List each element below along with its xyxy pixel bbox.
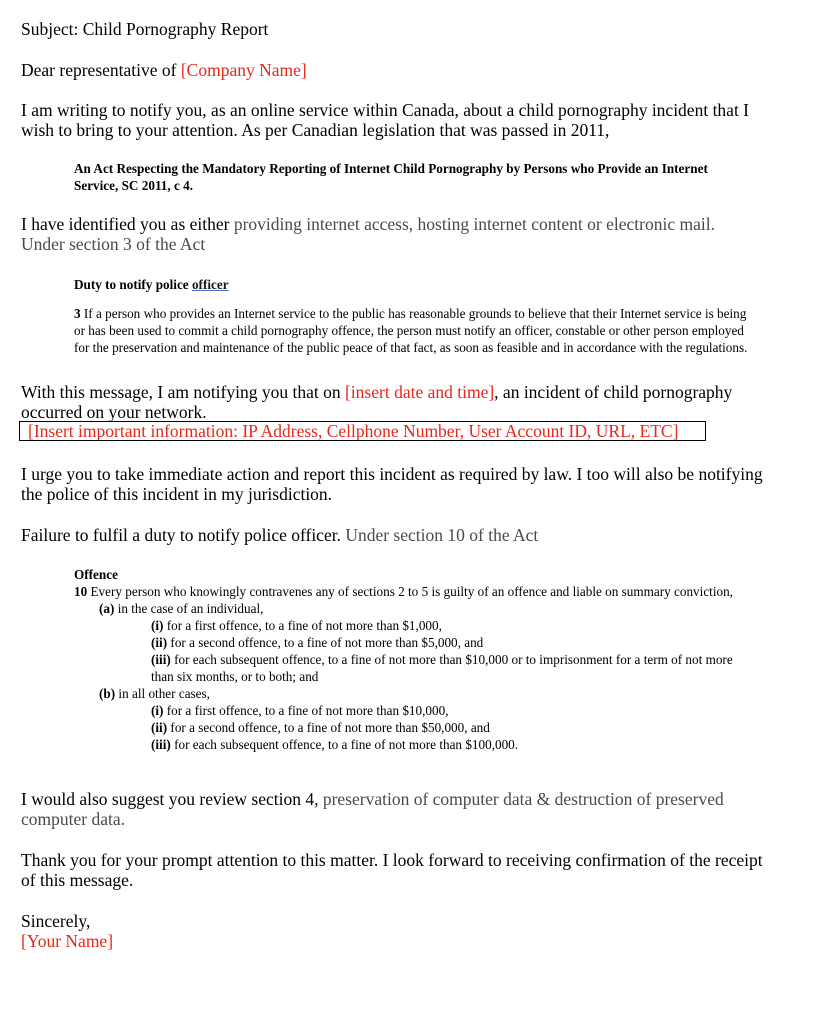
section-10-b-ii bbox=[74, 719, 754, 736]
item-text: for each subsequent offence, to a fine of not more than $10,000 or to imprisonment for a term of not more than six months, or to both; and bbox=[151, 652, 733, 684]
intro-paragraph bbox=[21, 100, 781, 140]
section-10-a-text: in the case of an individual, bbox=[114, 601, 264, 616]
section-10-a-label: (a) bbox=[99, 601, 115, 616]
section-3-text bbox=[74, 305, 760, 356]
act-title-text: An Act Respecting the Mandatory Reporting of Internet Child Pornography by Persons who Provide an Internet Service, SC 2011, c 4. bbox=[74, 161, 708, 193]
item-label: (i) bbox=[151, 618, 164, 633]
identified-paragraph bbox=[21, 214, 781, 254]
thanks-text: Thank you for your prompt attention to this matter. I look forward to receiving confirmation of the receipt of this message. bbox=[21, 850, 763, 890]
item-label: (ii) bbox=[151, 720, 168, 735]
section-10-body: Every person who knowingly contravenes any of sections 2 to 5 is guilty of an offence and liable on summary conviction, bbox=[87, 584, 733, 599]
item-text: for a first offence, to a fine of not more than $1,000, bbox=[163, 618, 442, 633]
signature bbox=[21, 931, 781, 951]
intro-text: I am writing to notify you, as an online service within Canada, about a child pornography incident that I wish to bring to your attention. As per Canadian legislation that was passed in 2011, bbox=[21, 100, 750, 140]
act-title bbox=[74, 160, 744, 194]
greeting-prefix: Dear representative of bbox=[21, 60, 181, 80]
section-10-a-ii bbox=[74, 634, 754, 651]
section-3-number: 3 bbox=[74, 306, 81, 321]
notify-paragraph bbox=[21, 382, 781, 422]
section-10-heading: Offence bbox=[74, 567, 118, 582]
section-10-b-label: (b) bbox=[99, 686, 116, 701]
section-10-intro bbox=[74, 583, 754, 600]
item-label: (iii) bbox=[151, 737, 171, 752]
item-label: (iii) bbox=[151, 652, 171, 667]
important-info-box bbox=[19, 421, 706, 441]
subject-line bbox=[21, 19, 781, 39]
date-time-placeholder: [insert date and time] bbox=[344, 382, 495, 402]
section-10-a bbox=[74, 600, 754, 617]
notify-prefix: With this message, I am notifying you that on bbox=[21, 382, 345, 402]
notify-suffix: , an incident of child pornography occurred on your network. bbox=[21, 382, 733, 422]
closing bbox=[21, 911, 781, 931]
section-10-b-iii bbox=[74, 736, 754, 753]
urge-text: I urge you to take immediate action and report this incident as required by law. I too will also be notifying the police of this incident in my jurisdiction. bbox=[21, 464, 763, 504]
subject-text: Subject: Child Pornography Report bbox=[21, 19, 269, 39]
section-10-a-iii bbox=[74, 651, 754, 685]
section-3-reference: Under section 3 of the Act bbox=[21, 234, 206, 254]
section-3-heading bbox=[74, 276, 764, 293]
section-4-paragraph bbox=[21, 789, 781, 829]
item-text: for a second offence, to a fine of not more than $50,000, and bbox=[167, 720, 490, 735]
section-4-prefix: I would also suggest you review section 4, bbox=[21, 789, 323, 809]
officer-link[interactable]: officer bbox=[191, 277, 229, 292]
section-10-b-i bbox=[74, 702, 754, 719]
failure-paragraph bbox=[21, 525, 781, 545]
section-10-a-i bbox=[74, 617, 754, 634]
closing-text: Sincerely, bbox=[21, 911, 91, 931]
item-label: (ii) bbox=[151, 635, 168, 650]
section-10-reference: Under section 10 of the Act bbox=[345, 525, 539, 545]
section-3-body: If a person who provides an Internet service to the public has reasonable grounds to believe that their Internet service is being or has been used to commit a child pornography offence, the person must notify an officer, constable or other person employed for the preservation and maintenance of the public peace of that fact, as soon as feasible and in accordance with the regulations. bbox=[74, 306, 748, 355]
section-10-b-text: in all other cases, bbox=[115, 686, 210, 701]
item-text: for a first offence, to a fine of not more than $10,000, bbox=[163, 703, 449, 718]
identified-services: providing internet access, hosting internet content or electronic mail. bbox=[233, 214, 715, 234]
section-3-heading-prefix: Duty to notify police bbox=[74, 277, 192, 292]
important-info-placeholder: [Insert important information: IP Address, Cellphone Number, User Account ID, URL, ETC] bbox=[28, 421, 679, 441]
thanks-paragraph bbox=[21, 850, 781, 890]
section-10-number: 10 bbox=[74, 584, 88, 599]
item-text: for a second offence, to a fine of not more than $5,000, and bbox=[167, 635, 484, 650]
urge-paragraph bbox=[21, 464, 781, 504]
company-name-placeholder: [Company Name] bbox=[180, 60, 307, 80]
greeting bbox=[21, 60, 781, 80]
item-text: for each subsequent offence, to a fine of not more than $100,000. bbox=[170, 737, 519, 752]
section-4-topic: preservation of computer data & destruction of preserved computer data. bbox=[21, 789, 724, 829]
section-10-block bbox=[74, 566, 754, 753]
your-name-placeholder: [Your Name] bbox=[21, 931, 114, 951]
failure-text: Failure to fulfil a duty to notify police officer. bbox=[21, 525, 346, 545]
identified-prefix: I have identified you as either bbox=[21, 214, 234, 234]
section-10-b bbox=[74, 685, 754, 702]
item-label: (i) bbox=[151, 703, 164, 718]
